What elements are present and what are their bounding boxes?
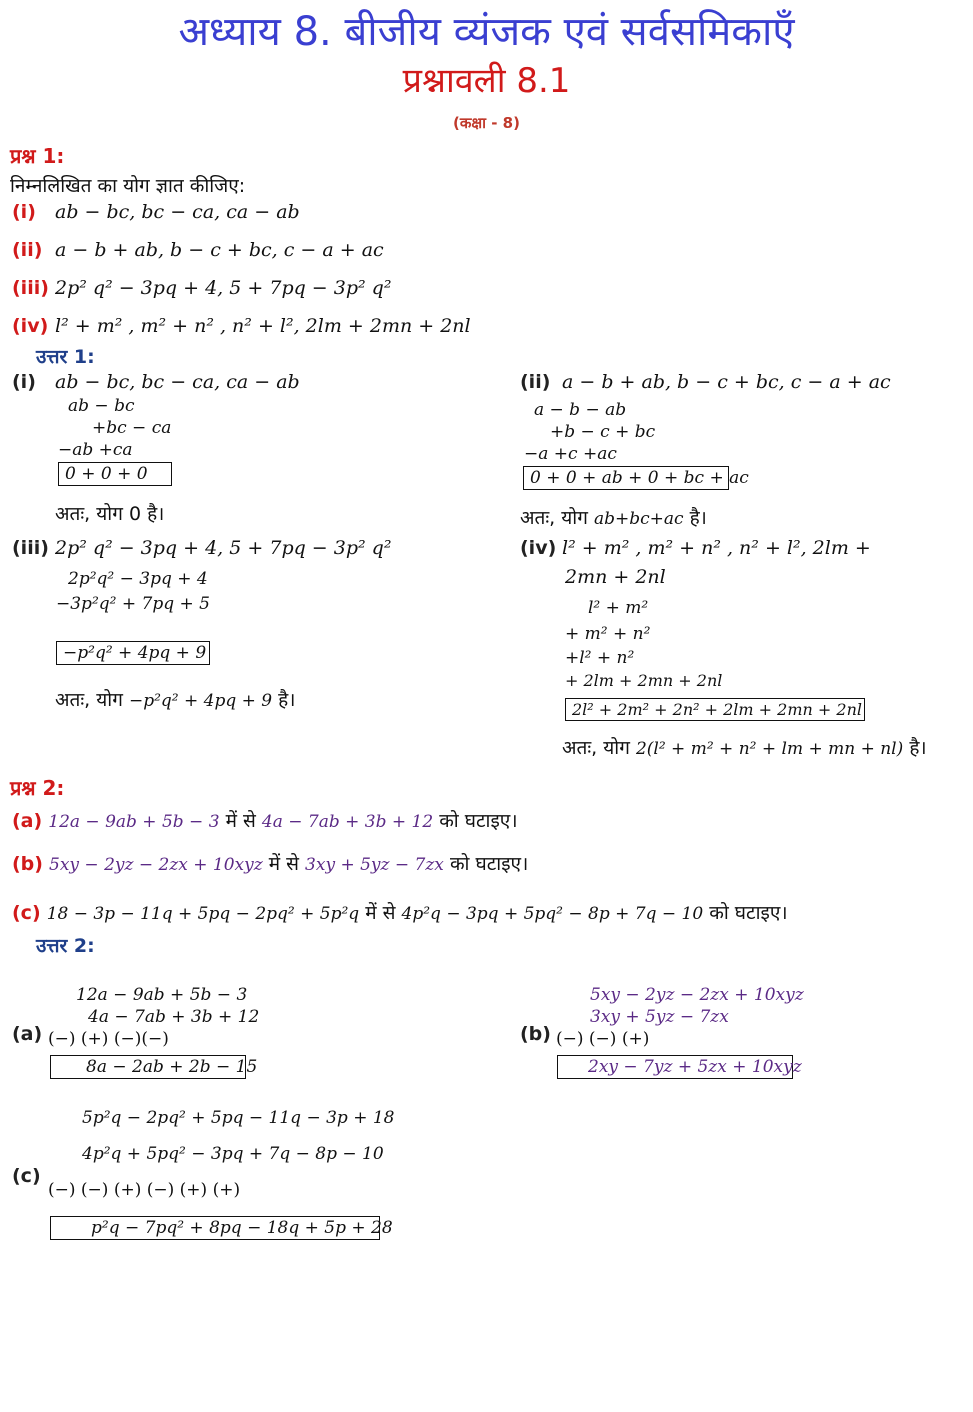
a2-a-result-box: 8a − 2ab + 2b − 15 — [50, 1055, 246, 1079]
q2-item-mid: में से — [268, 853, 299, 875]
conclusion-suffix: है। — [689, 507, 707, 529]
a2-a-line2: 4a − 7ab + 3b + 12 — [88, 1007, 260, 1027]
a1-i-line: ab − bc — [68, 396, 135, 416]
a1-iii-expr: 2p² q² − 3pq + 4, 5 + 7pq − 3p² q² — [55, 537, 392, 559]
q2-item — [12, 850, 528, 876]
question-1-heading: प्रश्न 1: — [10, 144, 65, 168]
q2-item-from: 18 − 3p − 11q + 5pq − 2pq² + 5p²q — [46, 904, 360, 924]
a1-i-label: (i) — [12, 371, 36, 393]
q2-item — [12, 807, 518, 833]
a1-iii-conclusion — [55, 686, 295, 712]
a2-c-signs: (−) (−) (+) (−) (+) (+) — [48, 1180, 241, 1200]
q2-item-mid: में से — [225, 810, 256, 832]
q1-item-expr: l² + m² , m² + n² , n² + l², 2lm + 2mn + 2nl — [55, 315, 471, 337]
a2-b-label: (b) — [520, 1023, 551, 1045]
q2-item-from: 5xy − 2yz − 2zx + 10xyz — [49, 855, 263, 875]
q2-item-end: को घटाइए। — [709, 902, 788, 924]
a2-b-line1: 5xy − 2yz − 2zx + 10xyz — [590, 985, 804, 1005]
a1-i-line: +bc − ca — [92, 418, 172, 438]
a1-i-conclusion: अतः, योग 0 है। — [55, 503, 165, 525]
a1-iv-conclusion — [562, 734, 927, 760]
a1-iii-line: 2p²q² − 3pq + 4 — [68, 569, 208, 589]
q1-item-label: (i) — [12, 201, 36, 223]
a1-iv-line: + m² + n² — [565, 624, 651, 644]
a2-a-label: (a) — [12, 1023, 43, 1045]
q2-item-end: को घटाइए। — [439, 810, 518, 832]
a1-ii-conclusion — [520, 504, 707, 530]
q2-item-label: (c) — [12, 902, 41, 924]
a1-iii-result-box: −p²q² + 4pq + 9 — [56, 641, 210, 665]
a1-ii-line: +b − c + bc — [550, 422, 656, 442]
a1-iv-expr-line2: 2mn + 2nl — [565, 566, 666, 588]
conclusion-suffix: है। — [278, 689, 296, 711]
q1-item-expr: ab − bc, bc − ca, ca − ab — [55, 201, 300, 223]
a1-ii-line: a − b − ab — [534, 400, 627, 420]
a2-b-line2: 3xy + 5yz − 7zx — [590, 1007, 729, 1027]
a1-ii-expr: a − b + ab, b − c + bc, c − a + ac — [562, 371, 891, 393]
a1-iv-expr-line1: l² + m² , m² + n² , n² + l², 2lm + — [562, 537, 871, 559]
conclusion-math: −p²q² + 4pq + 9 — [128, 691, 273, 711]
conclusion-suffix: है। — [909, 737, 927, 759]
a2-c-line1: 5p²q − 2pq² + 5pq − 11q − 3p + 18 — [82, 1108, 395, 1128]
conclusion-prefix: अतः, योग — [55, 689, 123, 711]
answer-2-heading: उत्तर 2: — [36, 935, 95, 957]
q1-item-label: (ii) — [12, 239, 43, 261]
class-label: (कक्षा - 8) — [453, 114, 520, 132]
q2-item-sub: 4p²q − 3pq + 5pq² − 8p + 7q − 10 — [401, 904, 704, 924]
conclusion-prefix: अतः, योग — [520, 507, 588, 529]
q1-item-expr: 2p² q² − 3pq + 4, 5 + 7pq − 3p² q² — [55, 277, 392, 299]
conclusion-math: ab+bc+ac — [593, 509, 684, 529]
a2-c-label: (c) — [12, 1165, 41, 1187]
a1-iv-result-box: 2l² + 2m² + 2n² + 2lm + 2mn + 2nl — [565, 698, 865, 721]
a1-iii-line: −3p²q² + 7pq + 5 — [56, 594, 210, 614]
q2-item — [12, 899, 788, 925]
a1-iv-line: +l² + n² — [565, 648, 635, 668]
a1-i-expr: ab − bc, bc − ca, ca − ab — [55, 371, 300, 393]
a2-b-signs: (−) (−) (+) — [556, 1029, 650, 1049]
q2-item-label: (b) — [12, 853, 43, 875]
answer-1-heading: उत्तर 1: — [36, 346, 95, 368]
q1-item-label: (iii) — [12, 277, 49, 299]
a1-ii-line: −a +c +ac — [524, 444, 617, 464]
q2-item-sub: 3xy + 5yz − 7zx — [305, 855, 444, 875]
a2-b-result-box: 2xy − 7yz + 5zx + 10xyz — [557, 1055, 793, 1079]
q1-item-expr: a − b + ab, b − c + bc, c − a + ac — [55, 239, 384, 261]
a1-iv-label: (iv) — [520, 537, 557, 559]
a1-iii-label: (iii) — [12, 537, 49, 559]
exercise-title: प्रश्नावली 8.1 — [402, 61, 571, 101]
a1-iv-line: l² + m² — [588, 598, 649, 618]
a2-a-signs: (−) (+) (−)(−) — [48, 1029, 169, 1049]
q2-item-label: (a) — [12, 810, 43, 832]
chapter-title: अध्याय 8. बीजीय व्यंजक एवं सर्वसमिकाएँ — [178, 9, 795, 55]
question-1-instruction: निम्नलिखित का योग ज्ञात कीजिए: — [10, 175, 246, 197]
a2-a-line1: 12a − 9ab + 5b − 3 — [76, 985, 248, 1005]
a1-i-line: −ab +ca — [58, 440, 133, 460]
a2-c-result-box: p²q − 7pq² + 8pq − 18q + 5p + 28 — [50, 1216, 380, 1240]
q1-item-label: (iv) — [12, 315, 49, 337]
q2-item-end: को घटाइए। — [449, 853, 529, 875]
a1-ii-result-box: 0 + 0 + ab + 0 + bc + ac — [523, 466, 729, 490]
q2-item-sub: 4a − 7ab + 3b + 12 — [261, 812, 434, 832]
conclusion-math: 2(l² + m² + n² + lm + mn + nl) — [635, 739, 904, 759]
question-2-heading: प्रश्न 2: — [10, 776, 65, 800]
q2-item-mid: में से — [365, 902, 396, 924]
q2-item-from: 12a − 9ab + 5b − 3 — [48, 812, 220, 832]
a1-ii-label: (ii) — [520, 371, 551, 393]
a1-iv-line: + 2lm + 2mn + 2nl — [565, 671, 723, 690]
a2-c-line2: 4p²q + 5pq² − 3pq + 7q − 8p − 10 — [82, 1144, 384, 1164]
conclusion-prefix: अतः, योग — [562, 737, 630, 759]
a1-i-result-box: 0 + 0 + 0 — [58, 462, 172, 486]
